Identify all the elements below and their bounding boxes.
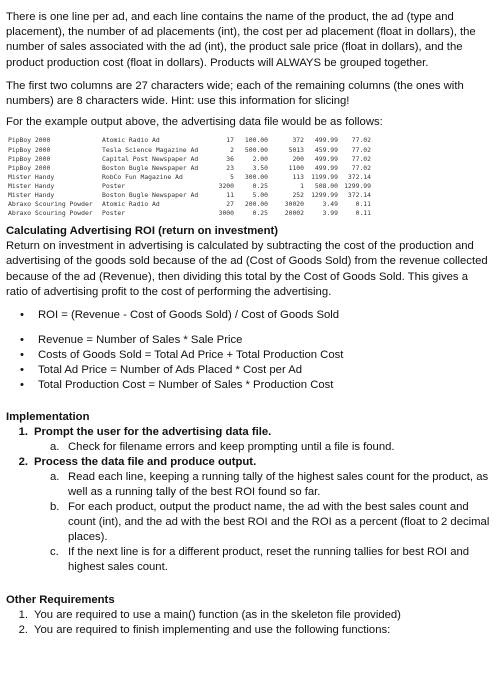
data-file-row: [8, 182, 492, 191]
data-file-row: [8, 136, 492, 145]
definition-item: • Total Production Cost = Number of Sales * Production Cost: [6, 378, 492, 393]
sales-cell: 372: [292, 136, 304, 145]
sales-cell: 5013: [288, 145, 304, 154]
document-page: [6, 10, 492, 638]
substep: [50, 500, 492, 545]
substep-text: Read each line, keeping a running tally of the highest sales count for the product, as well as a running tally of the best ROI found so far.: [68, 471, 489, 499]
column-width-paragraph: The first two columns are 27 characters wide; each of the remaining columns (the ones with numbers) are 8 characters wide. Hint: use this information for slicing!: [6, 79, 464, 108]
data-file-example: [8, 136, 492, 218]
requirement-number: 2.: [18, 624, 28, 637]
cost-cell: 5.00: [252, 190, 268, 199]
data-file-row: [8, 200, 492, 209]
step-title: Prompt the user for the advertising data file.: [34, 426, 272, 439]
example-intro-paragraph: For the example output above, the advertising data file would be as follows:: [6, 116, 383, 129]
ad-cell: Tesla Science Magazine Ad: [102, 145, 199, 154]
requirement-item: [6, 623, 492, 638]
price-cell: 508.00: [314, 181, 338, 190]
roi-formula-list: [6, 308, 492, 323]
definition-item: • Revenue = Number of Sales * Sale Price: [6, 333, 492, 348]
production-cost-cell: 372.14: [347, 172, 371, 181]
other-requirements-heading: Other Requirements: [6, 594, 115, 607]
roi-heading: Calculating Advertising ROI (return on investment): [6, 225, 278, 238]
ad-cell: Atomic Radio Ad: [102, 136, 160, 145]
placements-cell: 36: [226, 154, 234, 163]
ad-cell: Boston Bugle Newspaper Ad: [102, 190, 199, 199]
ad-cell: Poster: [102, 181, 126, 190]
product-cell: PipBoy 2000: [8, 163, 51, 172]
definition-item: • Total Ad Price = Number of Ads Placed * Cost per Ad: [6, 363, 492, 378]
cost-cell: 3.50: [252, 163, 268, 172]
placements-cell: 3200: [218, 181, 234, 190]
data-file-row: [8, 146, 492, 155]
step-title: Process the data file and produce output.: [34, 456, 257, 469]
price-cell: 499.99: [314, 154, 338, 163]
production-cost-cell: 0.11: [355, 209, 371, 218]
sales-cell: 252: [292, 190, 304, 199]
product-cell: Mister Handy: [8, 181, 55, 190]
substep-letter: a.: [50, 471, 60, 484]
step-2: [6, 455, 492, 470]
data-file-row: [8, 191, 492, 200]
sales-cell: 1: [300, 181, 304, 190]
intro-paragraph: There is one line per ad, and each line contains the name of the product, the ad (type and placement), the number of ad placements (int), the cost per ad placement (float in dollars), the number of sales associated with the ad (int), the product sale price (float in dollars), and the product production cost (float in dollars). Products will ALWAYS be grouped together.: [6, 11, 476, 69]
requirement-number: 1.: [18, 609, 28, 622]
production-cost-cell: 77.02: [351, 154, 371, 163]
price-cell: 3.99: [322, 209, 338, 218]
product-cell: PipBoy 2000: [8, 154, 51, 163]
product-cell: Mister Handy: [8, 172, 55, 181]
substep: [50, 470, 492, 500]
roi-definitions-list: [6, 333, 492, 393]
price-cell: 499.99: [314, 163, 338, 172]
substep-text: For each product, output the product name, the ad with the best sales count and count (int), and the ad with the best ROI and the ROI as a percent (float to 2 decimal places).: [68, 501, 490, 544]
substep: [50, 440, 492, 455]
cost-cell: 200.00: [244, 200, 268, 209]
price-cell: 459.99: [314, 145, 338, 154]
ad-cell: Boston Bugle Newspaper Ad: [102, 163, 199, 172]
placements-cell: 23: [226, 163, 234, 172]
product-cell: Abraxo Scouring Powder: [8, 209, 93, 218]
placements-cell: 5: [230, 172, 234, 181]
definition-item: • Costs of Goods Sold = Total Ad Price + Total Production Cost: [6, 348, 492, 363]
substep-letter: c.: [50, 546, 59, 559]
cost-cell: 500.00: [244, 145, 268, 154]
cost-cell: 0.25: [252, 181, 268, 190]
cost-cell: 300.00: [244, 172, 268, 181]
requirement-text: You are required to finish implementing and use the following functions:: [34, 624, 391, 637]
ad-cell: Poster: [102, 209, 126, 218]
product-cell: Mister Handy: [8, 190, 55, 199]
sales-cell: 1100: [288, 163, 304, 172]
sales-cell: 20002: [284, 209, 304, 218]
roi-formula: • ROI = (Revenue - Cost of Goods Sold) / Cost of Goods Sold: [6, 308, 492, 323]
placements-cell: 27: [226, 200, 234, 209]
placements-cell: 11: [226, 190, 234, 199]
price-cell: 499.99: [314, 136, 338, 145]
data-file-row: [8, 164, 492, 173]
placements-cell: 17: [226, 136, 234, 145]
step-number: 2.: [18, 456, 28, 469]
production-cost-cell: 1299.99: [344, 181, 371, 190]
production-cost-cell: 77.02: [351, 145, 371, 154]
data-file-row: [8, 155, 492, 164]
substep: [50, 545, 492, 575]
substep-text: Check for filename errors and keep prompting until a file is found.: [68, 441, 395, 454]
price-cell: 1299.99: [311, 190, 338, 199]
ad-cell: RobCo Fun Magazine Ad: [102, 172, 183, 181]
product-cell: PipBoy 2000: [8, 136, 51, 145]
roi-paragraph: Return on investment in advertising is calculated by subtracting the cost of the production and advertising of the goods sold because of the ad (Cost of Goods Sold) from the revenue collected because of the ad (Revenue), then dividing this total by the Cost of Goods Sold. This gives a ratio of advertising profit to the cost of performing the advertising.: [6, 240, 488, 298]
implementation-steps: [6, 425, 492, 575]
requirement-text: You are required to use a main() function (as in the skeleton file provided): [34, 609, 401, 622]
placements-cell: 3000: [218, 209, 234, 218]
placements-cell: 2: [230, 145, 234, 154]
step-number: 1.: [18, 426, 28, 439]
production-cost-cell: 0.11: [355, 200, 371, 209]
sales-cell: 200: [292, 154, 304, 163]
implementation-heading: Implementation: [6, 411, 90, 424]
substep-letter: a.: [50, 441, 60, 454]
product-cell: Abraxo Scouring Powder: [8, 200, 93, 209]
data-file-row: [8, 209, 492, 218]
cost-cell: 0.25: [252, 209, 268, 218]
sales-cell: 30020: [284, 200, 304, 209]
data-file-row: [8, 173, 492, 182]
ad-cell: Atomic Radio Ad: [102, 200, 160, 209]
production-cost-cell: 77.02: [351, 136, 371, 145]
price-cell: 3.49: [322, 200, 338, 209]
ad-cell: Capital Post Newspaper Ad: [102, 154, 199, 163]
cost-cell: 100.00: [244, 136, 268, 145]
production-cost-cell: 372.14: [347, 190, 371, 199]
step-1: [6, 425, 492, 440]
price-cell: 1199.99: [311, 172, 338, 181]
substep-text: If the next line is for a different product, reset the running tallies for best ROI and highest sales count.: [68, 546, 470, 574]
production-cost-cell: 77.02: [351, 163, 371, 172]
product-cell: PipBoy 2000: [8, 145, 51, 154]
cost-cell: 2.00: [252, 154, 268, 163]
substep-letter: b.: [50, 501, 60, 514]
other-requirements: [6, 593, 492, 638]
sales-cell: 113: [292, 172, 304, 181]
requirement-item: [6, 608, 492, 623]
